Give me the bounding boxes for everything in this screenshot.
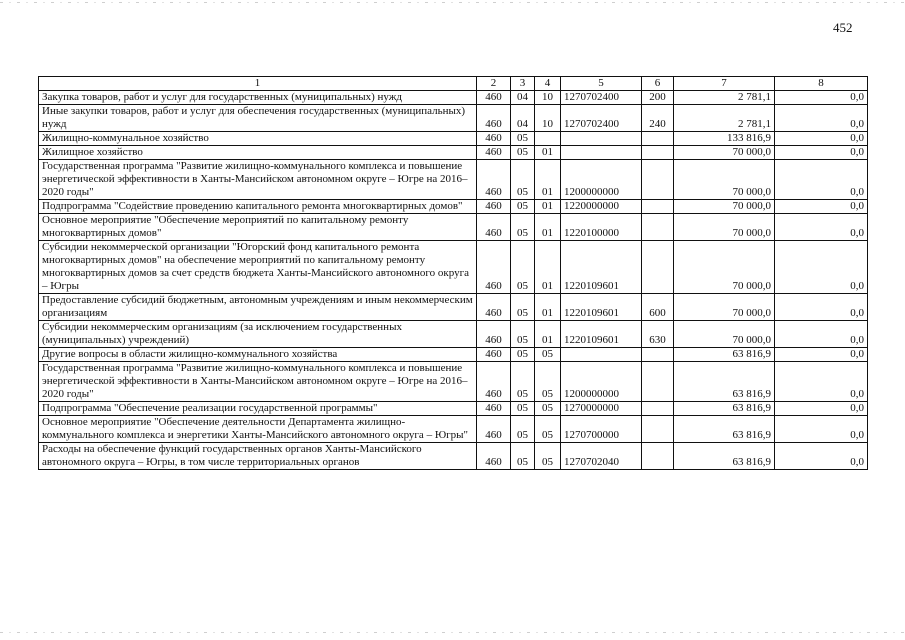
cell-ved: 460 [477,200,511,214]
cell-sum: 70 000,0 [674,321,775,348]
cell-sum2: 0,0 [775,160,868,200]
scan-edge-top [0,2,905,3]
table-row [39,105,868,132]
page-number: 452 [833,20,853,35]
cell-pr: 01 [535,241,561,294]
cell-name: Основное мероприятие "Обеспечение деятельности Департамента жилищно-коммунального комплекса и энергетики Ханты-Мансийского автономного округа – Югры" [39,416,477,443]
table-row [39,321,868,348]
cell-sum: 2 781,1 [674,91,775,105]
cell-ved: 460 [477,132,511,146]
cell-sum: 63 816,9 [674,443,775,470]
cell-vr [642,241,674,294]
cell-sum: 63 816,9 [674,362,775,402]
cell-vr [642,214,674,241]
header-cell: 2 [477,77,511,91]
cell-sum: 70 000,0 [674,241,775,294]
cell-sum2: 0,0 [775,241,868,294]
cell-vr [642,132,674,146]
cell-sum: 2 781,1 [674,105,775,132]
cell-name: Другие вопросы в области жилищно-коммунального хозяйства [39,348,477,362]
cell-sum2: 0,0 [775,91,868,105]
cell-sum: 70 000,0 [674,160,775,200]
cell-ved: 460 [477,146,511,160]
cell-vr [642,160,674,200]
cell-rz: 05 [511,200,535,214]
cell-sum: 63 816,9 [674,348,775,362]
cell-name: Основное мероприятие "Обеспечение мероприятий по капитальному ремонту многоквартирных домов" [39,214,477,241]
cell-vr [642,348,674,362]
cell-csr: 1200000000 [561,160,642,200]
cell-pr [535,132,561,146]
table-row [39,214,868,241]
cell-sum2: 0,0 [775,443,868,470]
cell-csr: 1220109601 [561,321,642,348]
header-row [39,77,868,91]
cell-vr [642,443,674,470]
table-row [39,362,868,402]
table-row [39,160,868,200]
cell-sum2: 0,0 [775,214,868,241]
cell-ved: 460 [477,105,511,132]
cell-pr: 01 [535,200,561,214]
cell-csr: 1270000000 [561,402,642,416]
cell-sum2: 0,0 [775,200,868,214]
cell-csr: 1270702400 [561,105,642,132]
cell-ved: 460 [477,362,511,402]
cell-vr: 600 [642,294,674,321]
cell-sum: 70 000,0 [674,214,775,241]
cell-ved: 460 [477,402,511,416]
cell-pr: 05 [535,402,561,416]
cell-rz: 04 [511,91,535,105]
cell-vr [642,146,674,160]
cell-sum: 63 816,9 [674,402,775,416]
cell-ved: 460 [477,91,511,105]
cell-ved: 460 [477,294,511,321]
cell-csr: 1220100000 [561,214,642,241]
cell-pr: 05 [535,362,561,402]
cell-csr [561,348,642,362]
cell-ved: 460 [477,160,511,200]
cell-rz: 05 [511,146,535,160]
header-cell: 6 [642,77,674,91]
cell-pr: 01 [535,146,561,160]
cell-csr: 1220109601 [561,294,642,321]
cell-rz: 05 [511,294,535,321]
cell-csr [561,146,642,160]
cell-rz: 05 [511,321,535,348]
cell-rz: 05 [511,132,535,146]
header-cell: 5 [561,77,642,91]
cell-name: Подпрограмма "Содействие проведению капитального ремонта многоквартирных домов" [39,200,477,214]
cell-vr [642,362,674,402]
header-cell: 7 [674,77,775,91]
cell-rz: 05 [511,443,535,470]
cell-vr: 200 [642,91,674,105]
cell-ved: 460 [477,416,511,443]
cell-csr: 1270702040 [561,443,642,470]
header-cell: 3 [511,77,535,91]
table-row [39,91,868,105]
cell-name: Предоставление субсидий бюджетным, автономным учреждениям и иным некоммерческим организациям [39,294,477,321]
cell-csr [561,132,642,146]
cell-pr: 10 [535,91,561,105]
cell-name: Жилищное хозяйство [39,146,477,160]
cell-ved: 460 [477,321,511,348]
cell-name: Закупка товаров, работ и услуг для государственных (муниципальных) нужд [39,91,477,105]
cell-sum2: 0,0 [775,402,868,416]
cell-sum2: 0,0 [775,132,868,146]
cell-csr: 1220109601 [561,241,642,294]
cell-ved: 460 [477,214,511,241]
cell-csr: 1220000000 [561,200,642,214]
cell-sum2: 0,0 [775,105,868,132]
cell-rz: 05 [511,402,535,416]
header-cell: 8 [775,77,868,91]
cell-rz: 05 [511,416,535,443]
cell-name: Иные закупки товаров, работ и услуг для обеспечения государственных (муниципальных) нужд [39,105,477,132]
header-cell: 4 [535,77,561,91]
cell-sum2: 0,0 [775,294,868,321]
cell-name: Жилищно-коммунальное хозяйство [39,132,477,146]
cell-pr: 10 [535,105,561,132]
cell-pr: 01 [535,321,561,348]
cell-sum2: 0,0 [775,362,868,402]
table-row [39,146,868,160]
cell-name: Подпрограмма "Обеспечение реализации государственной программы" [39,402,477,416]
cell-sum: 63 816,9 [674,416,775,443]
cell-csr: 1200000000 [561,362,642,402]
table-row [39,443,868,470]
cell-rz: 05 [511,241,535,294]
cell-pr: 01 [535,294,561,321]
table-row [39,294,868,321]
cell-sum: 133 816,9 [674,132,775,146]
cell-csr: 1270702400 [561,91,642,105]
cell-name: Субсидии некоммерческой организации "Югорский фонд капитального ремонта многоквартирных домов" на обеспечение мероприятий по капитальному ремонту многоквартирных домов за счет средств бюджета Ханты-Мансийского автономного округа – Югры [39,241,477,294]
table-row [39,200,868,214]
table-row [39,416,868,443]
cell-name: Субсидии некоммерческим организациям (за исключением государственных (муниципальных) учреждений) [39,321,477,348]
cell-ved: 460 [477,241,511,294]
budget-table [38,76,868,470]
table-row [39,402,868,416]
cell-rz: 05 [511,362,535,402]
cell-pr: 05 [535,348,561,362]
cell-name: Государственная программа "Развитие жилищно-коммунального комплекса и повышение энергетической эффективности в Ханты-Мансийском автономном округе – Югре на 2016–2020 годы" [39,362,477,402]
cell-sum2: 0,0 [775,416,868,443]
cell-vr [642,402,674,416]
cell-sum2: 0,0 [775,321,868,348]
cell-pr: 01 [535,160,561,200]
cell-name: Расходы на обеспечение функций государственных органов Ханты-Мансийского автономного округа – Югры, в том числе территориальных органов [39,443,477,470]
cell-sum: 70 000,0 [674,146,775,160]
cell-vr [642,416,674,443]
cell-sum: 70 000,0 [674,200,775,214]
cell-ved: 460 [477,443,511,470]
cell-sum2: 0,0 [775,146,868,160]
cell-rz: 05 [511,160,535,200]
cell-rz: 05 [511,214,535,241]
cell-pr: 05 [535,416,561,443]
cell-rz: 05 [511,348,535,362]
cell-name: Государственная программа "Развитие жилищно-коммунального комплекса и повышение энергетической эффективности в Ханты-Мансийском автономном округе – Югре на 2016–2020 годы" [39,160,477,200]
table-row [39,348,868,362]
cell-vr: 630 [642,321,674,348]
cell-sum: 70 000,0 [674,294,775,321]
cell-pr: 05 [535,443,561,470]
cell-pr: 01 [535,214,561,241]
table-row [39,241,868,294]
cell-vr [642,200,674,214]
cell-sum2: 0,0 [775,348,868,362]
header-cell: 1 [39,77,477,91]
cell-rz: 04 [511,105,535,132]
cell-ved: 460 [477,348,511,362]
cell-csr: 1270700000 [561,416,642,443]
table-row [39,132,868,146]
scan-edge-bottom [0,632,905,633]
cell-vr: 240 [642,105,674,132]
